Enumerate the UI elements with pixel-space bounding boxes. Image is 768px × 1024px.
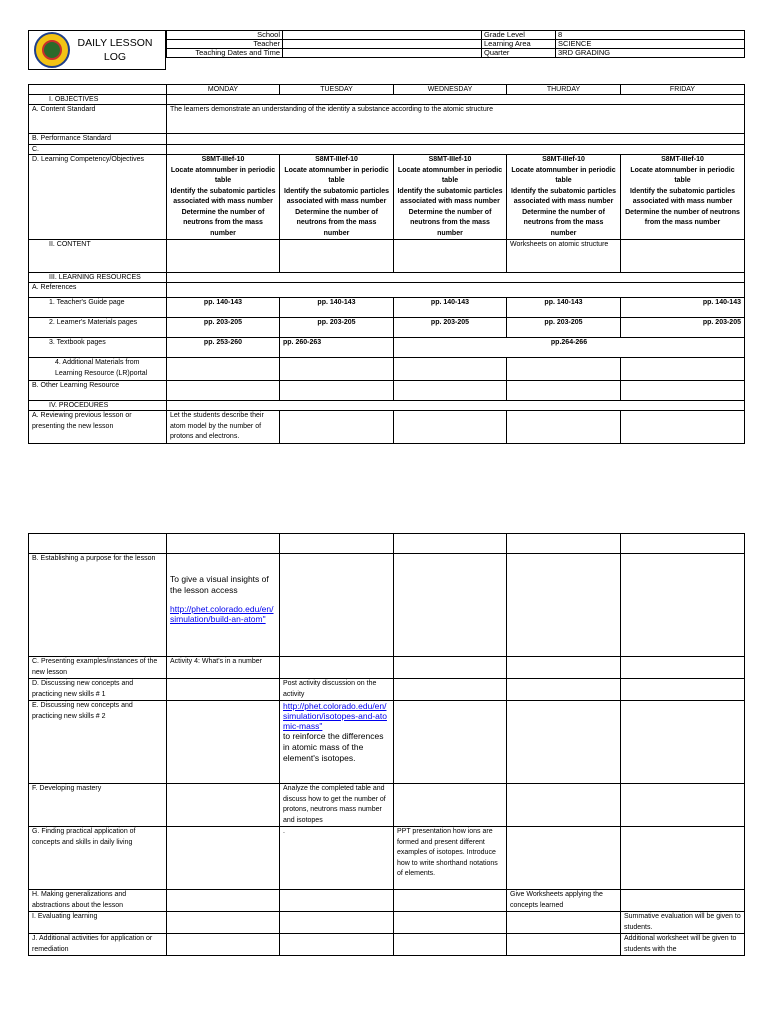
grade-level-field[interactable]: 8 (556, 31, 745, 40)
learners-materials-label: 2. Learner's Materials pages (29, 318, 167, 338)
day-header-friday: FRIDAY (621, 85, 745, 95)
lesson-table-page1 (28, 84, 745, 444)
proc-c-label: C. Presenting examples/instances of the new lesson (29, 657, 167, 679)
isotopes-link[interactable]: http://phet.colorado.edu/en/simulation/isotopes-and-atomic-mass" (283, 701, 387, 731)
teachers-guide-tuesday: pp. 140-143 (280, 298, 394, 318)
proc-e-tuesday (280, 701, 394, 784)
textbook-wed-fri: pp.264-266 (394, 338, 745, 358)
learning-area-label: Learning Area (482, 40, 556, 49)
competency-tuesday: S8MT-IIIef-10 Locate atomnumber in periodic table Identify the subatomic particles associated with mass number Determine the number of neutrons from the mass number (280, 155, 394, 240)
proc-d-label: D. Discussing new concepts and practicing new skills # 1 (29, 679, 167, 701)
quarter-field[interactable]: 3RD GRADING (556, 49, 745, 58)
dates-label: Teaching Dates and Time (167, 49, 283, 58)
proc-e-tuesday-text: to reinforce the differences in atomic mass of the element's isotopes. (283, 731, 384, 763)
performance-standard-label: B. Performance Standard (29, 134, 167, 145)
teachers-guide-wednesday: pp. 140-143 (394, 298, 507, 318)
additional-materials-label: 4. Additional Materials from Learning Resource (LR)portal (29, 358, 167, 381)
day-header-thursday: THURDAY (507, 85, 621, 95)
competency-label: D. Learning Competency/Objectives (29, 155, 167, 240)
teachers-guide-thursday: pp. 140-143 (507, 298, 621, 318)
objectives-heading: I. OBJECTIVES (29, 95, 167, 105)
textbook-label: 3. Textbook pages (29, 338, 167, 358)
learners-materials-thursday: pp. 203-205 (507, 318, 621, 338)
teacher-field[interactable] (283, 40, 482, 49)
dates-field[interactable] (283, 49, 482, 58)
competency-thursday: S8MT-IIIef-10 Locate atomnumber in periodic table Identify the subatomic particles associated with mass number Determine the number of neutrons from the mass number (507, 155, 621, 240)
teacher-label: Teacher (167, 40, 283, 49)
learning-area-field[interactable]: SCIENCE (556, 40, 745, 49)
proc-e-label: E. Discussing new concepts and practicing new skills # 2 (29, 701, 167, 784)
learners-materials-tuesday: pp. 203-205 (280, 318, 394, 338)
proc-j-label: J. Additional activities for application or remediation (29, 934, 167, 956)
school-field[interactable] (283, 31, 482, 40)
proc-b-monday-text: To give a visual insights of the lesson access (170, 574, 269, 595)
teachers-guide-friday: pp. 140-143 (621, 298, 745, 318)
content-thursday: Worksheets on atomic structure (507, 240, 621, 273)
textbook-tuesday: pp. 260-263 (280, 338, 394, 358)
competency-monday: S8MT-IIIef-10 Locate atomnumber in periodic table Identify the subatomic particles associated with mass number Determine the number of neutrons from the mass number (167, 155, 280, 240)
day-header-tuesday: TUESDAY (280, 85, 394, 95)
proc-g-tuesday: . (280, 827, 394, 890)
proc-f-label: F. Developing mastery (29, 784, 167, 827)
log-title: DAILY LESSON LOG (77, 37, 153, 63)
day-header-wednesday: WEDNESDAY (394, 85, 507, 95)
content-heading: II. CONTENT (29, 240, 167, 273)
content-standard-value: The learners demonstrate an understanding of the identity a substance according to the atomic structure (167, 105, 745, 134)
proc-j-friday: Additional worksheet will be given to students with the (621, 934, 745, 956)
proc-c-monday: Activity 4: What's in a number (167, 657, 280, 679)
proc-g-label: G. Finding practical application of concepts and skills in daily living (29, 827, 167, 890)
competency-wednesday: S8MT-IIIef-10 Locate atomnumber in periodic table Identify the subatomic particles associated with mass number Determine the number of neutrons from the mass number (394, 155, 507, 240)
content-standard-label: A. Content Standard (29, 105, 167, 134)
proc-d-tuesday: Post activity discussion on the activity (280, 679, 394, 701)
learners-materials-friday: pp. 203-205 (621, 318, 745, 338)
proc-h-thursday: Give Worksheets applying the concepts learned (507, 890, 621, 912)
lesson-table-page2 (28, 533, 745, 956)
proc-f-tuesday: Analyze the completed table and discuss how to get the number of protons, neutrons mass number and isotopes (280, 784, 394, 827)
learners-materials-wednesday: pp. 203-205 (394, 318, 507, 338)
proc-b-label: B. Establishing a purpose for the lesson (29, 554, 167, 657)
school-label: School (167, 31, 283, 40)
c-label: C. (29, 145, 167, 155)
competency-friday: S8MT-IIIef-10 Locate atomnumber in periodic table Identify the subatomic particles associated with mass number Determine the number of neutrons from the mass number (621, 155, 745, 240)
other-resource-label: B. Other Learning Resource (29, 381, 167, 401)
proc-b-monday (167, 554, 280, 657)
teachers-guide-monday: pp. 140-143 (167, 298, 280, 318)
procedures-heading: IV. PROCEDURES (29, 401, 167, 411)
header-title-box (28, 30, 166, 70)
textbook-monday: pp. 253-260 (167, 338, 280, 358)
build-an-atom-link[interactable]: http://phet.colorado.edu/en/simulation/build-an-atom" (170, 604, 274, 624)
quarter-label: Quarter (482, 49, 556, 58)
proc-h-label: H. Making generalizations and abstractions about the lesson (29, 890, 167, 912)
proc-a-label: A. Reviewing previous lesson or presenting the new lesson (29, 411, 167, 444)
proc-i-label: I. Evaluating learning (29, 912, 167, 934)
proc-a-monday: Let the students describe their atom model by the number of protons and electrons. (167, 411, 280, 444)
learners-materials-monday: pp. 203-205 (167, 318, 280, 338)
teachers-guide-label: 1. Teacher's Guide page (29, 298, 167, 318)
header-info-table (166, 30, 745, 58)
proc-g-wednesday: PPT presentation how ions are formed and present different examples of isotopes. Introduce how to write shorthand notations of elements. (394, 827, 507, 890)
proc-i-friday: Summative evaluation will be given to students. (621, 912, 745, 934)
learning-resources-heading: III. LEARNING RESOURCES (29, 273, 167, 283)
grade-level-label: Grade Level (482, 31, 556, 40)
day-header-monday: MONDAY (167, 85, 280, 95)
references-label: A. References (29, 283, 167, 298)
